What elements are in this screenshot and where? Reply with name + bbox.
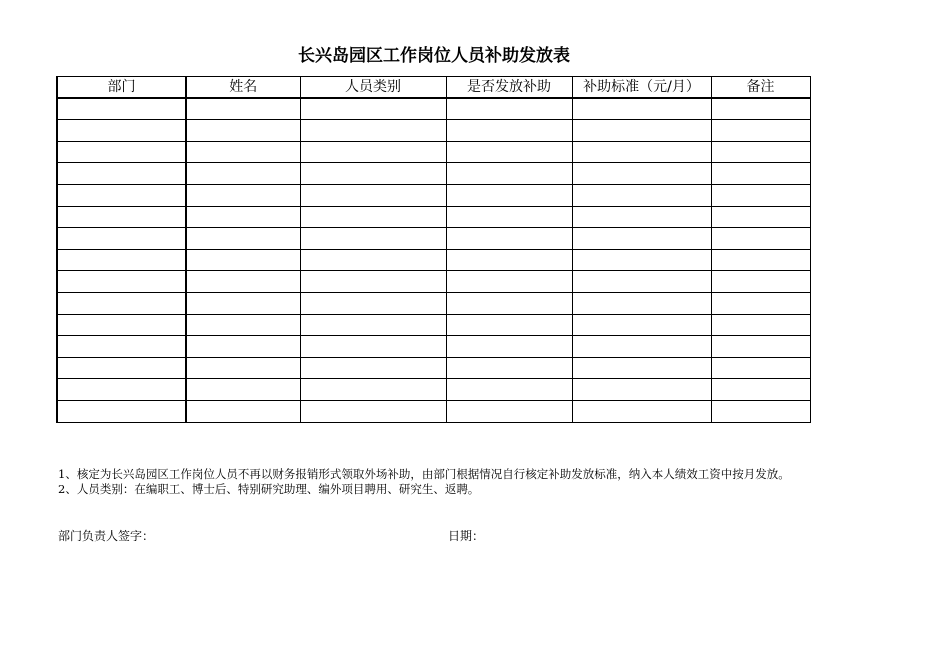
cell-staff-category[interactable] <box>300 141 446 163</box>
cell-remarks[interactable] <box>711 379 810 401</box>
cell-remarks[interactable] <box>711 292 810 314</box>
cell-name[interactable] <box>186 120 300 142</box>
table-row <box>57 206 810 228</box>
cell-subsidy-standard[interactable] <box>572 357 711 379</box>
cell-subsidy-standard[interactable] <box>572 206 711 228</box>
table-row <box>57 120 810 142</box>
cell-subsidy-issued[interactable] <box>446 184 572 206</box>
cell-name[interactable] <box>186 249 300 271</box>
column-header-name: 姓名 <box>186 77 300 99</box>
cell-subsidy-standard[interactable] <box>572 184 711 206</box>
date-label: 日期： <box>448 529 485 543</box>
cell-subsidy-issued[interactable] <box>446 98 572 120</box>
cell-remarks[interactable] <box>711 400 810 422</box>
table-row <box>57 379 810 401</box>
cell-subsidy-standard[interactable] <box>572 228 711 250</box>
column-header-subsidy-standard: 补助标准（元/月） <box>572 77 711 99</box>
table-body <box>57 98 810 422</box>
cell-subsidy-standard[interactable] <box>572 400 711 422</box>
cell-name[interactable] <box>186 400 300 422</box>
table-row <box>57 141 810 163</box>
column-header-subsidy-issued: 是否发放补助 <box>446 77 572 99</box>
cell-department[interactable] <box>57 400 186 422</box>
cell-staff-category[interactable] <box>300 336 446 358</box>
cell-remarks[interactable] <box>711 141 810 163</box>
cell-subsidy-issued[interactable] <box>446 141 572 163</box>
cell-name[interactable] <box>186 206 300 228</box>
table-row <box>57 184 810 206</box>
cell-department[interactable] <box>57 184 186 206</box>
subsidy-table <box>56 76 811 423</box>
cell-remarks[interactable] <box>711 271 810 293</box>
cell-subsidy-issued[interactable] <box>446 357 572 379</box>
cell-subsidy-standard[interactable] <box>572 379 711 401</box>
cell-name[interactable] <box>186 141 300 163</box>
cell-subsidy-issued[interactable] <box>446 271 572 293</box>
cell-name[interactable] <box>186 292 300 314</box>
cell-name[interactable] <box>186 357 300 379</box>
column-header-staff-category: 人员类别 <box>300 77 446 99</box>
cell-name[interactable] <box>186 314 300 336</box>
cell-department[interactable] <box>57 163 186 185</box>
table-row <box>57 292 810 314</box>
cell-staff-category[interactable] <box>300 98 446 120</box>
cell-name[interactable] <box>186 228 300 250</box>
cell-department[interactable] <box>57 228 186 250</box>
cell-staff-category[interactable] <box>300 357 446 379</box>
cell-remarks[interactable] <box>711 228 810 250</box>
cell-subsidy-standard[interactable] <box>572 141 711 163</box>
cell-subsidy-standard[interactable] <box>572 163 711 185</box>
cell-staff-category[interactable] <box>300 400 446 422</box>
cell-subsidy-issued[interactable] <box>446 163 572 185</box>
cell-subsidy-issued[interactable] <box>446 228 572 250</box>
cell-remarks[interactable] <box>711 184 810 206</box>
cell-staff-category[interactable] <box>300 379 446 401</box>
cell-staff-category[interactable] <box>300 292 446 314</box>
cell-remarks[interactable] <box>711 249 810 271</box>
notes <box>58 467 818 497</box>
cell-remarks[interactable] <box>711 314 810 336</box>
cell-subsidy-issued[interactable] <box>446 206 572 228</box>
cell-department[interactable] <box>57 271 186 293</box>
table-row <box>57 249 810 271</box>
cell-subsidy-standard[interactable] <box>572 120 711 142</box>
note-1: 1、核定为长兴岛园区工作岗位人员不再以财务报销形式领取外场补助，由部门根据情况自行核定补助发放标准，纳入本人绩效工资中按月发放。 <box>58 467 790 481</box>
cell-department[interactable] <box>57 120 186 142</box>
cell-staff-category[interactable] <box>300 271 446 293</box>
cell-name[interactable] <box>186 184 300 206</box>
cell-department[interactable] <box>57 249 186 271</box>
cell-subsidy-standard[interactable] <box>572 314 711 336</box>
cell-subsidy-standard[interactable] <box>572 271 711 293</box>
cell-subsidy-standard[interactable] <box>572 249 711 271</box>
table-row <box>57 163 810 185</box>
table-header-row <box>57 77 810 99</box>
cell-department[interactable] <box>57 314 186 336</box>
table-row <box>57 98 810 120</box>
cell-staff-category[interactable] <box>300 228 446 250</box>
cell-staff-category[interactable] <box>300 184 446 206</box>
table-row <box>57 357 810 379</box>
table-row <box>57 336 810 358</box>
cell-name[interactable] <box>186 379 300 401</box>
cell-department[interactable] <box>57 336 186 358</box>
note-2: 2、人员类别：在编职工、博士后、特别研究助理、编外项目聘用、研究生、返聘。 <box>58 482 480 496</box>
table-row <box>57 271 810 293</box>
cell-department[interactable] <box>57 292 186 314</box>
signature-line <box>58 528 818 544</box>
cell-name[interactable] <box>186 271 300 293</box>
cell-department[interactable] <box>57 98 186 120</box>
column-header-remarks: 备注 <box>711 77 810 99</box>
cell-remarks[interactable] <box>711 336 810 358</box>
cell-staff-category[interactable] <box>300 163 446 185</box>
cell-department[interactable] <box>57 379 186 401</box>
signature-label: 部门负责人签字： <box>58 529 155 543</box>
cell-subsidy-issued[interactable] <box>446 314 572 336</box>
cell-department[interactable] <box>57 206 186 228</box>
cell-subsidy-issued[interactable] <box>446 400 572 422</box>
cell-subsidy-standard[interactable] <box>572 292 711 314</box>
cell-remarks[interactable] <box>711 98 810 120</box>
cell-remarks[interactable] <box>711 357 810 379</box>
cell-staff-category[interactable] <box>300 120 446 142</box>
cell-name[interactable] <box>186 163 300 185</box>
column-header-department: 部门 <box>57 77 186 99</box>
table-row <box>57 228 810 250</box>
page-title: 长兴岛园区工作岗位人员补助发放表 <box>298 46 570 66</box>
cell-staff-category[interactable] <box>300 206 446 228</box>
table-row <box>57 314 810 336</box>
cell-name[interactable] <box>186 98 300 120</box>
cell-subsidy-standard[interactable] <box>572 98 711 120</box>
cell-remarks[interactable] <box>711 206 810 228</box>
cell-subsidy-issued[interactable] <box>446 379 572 401</box>
cell-subsidy-issued[interactable] <box>446 249 572 271</box>
cell-name[interactable] <box>186 336 300 358</box>
cell-remarks[interactable] <box>711 163 810 185</box>
cell-remarks[interactable] <box>711 120 810 142</box>
cell-subsidy-issued[interactable] <box>446 336 572 358</box>
cell-subsidy-issued[interactable] <box>446 120 572 142</box>
cell-subsidy-standard[interactable] <box>572 336 711 358</box>
cell-department[interactable] <box>57 357 186 379</box>
table-row <box>57 400 810 422</box>
cell-department[interactable] <box>57 141 186 163</box>
cell-staff-category[interactable] <box>300 249 446 271</box>
cell-subsidy-issued[interactable] <box>446 292 572 314</box>
cell-staff-category[interactable] <box>300 314 446 336</box>
